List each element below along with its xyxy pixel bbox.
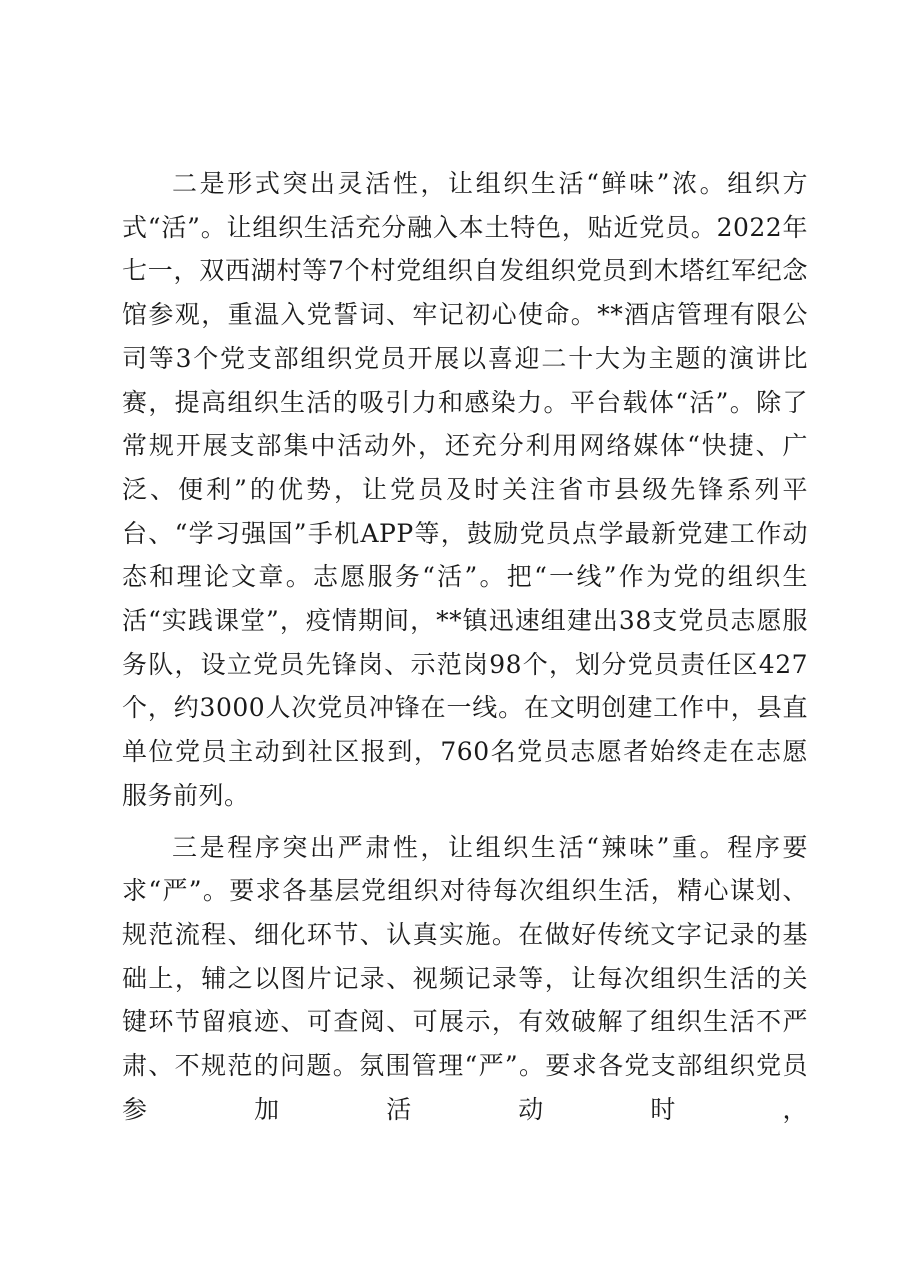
paragraph-flexibility: 二是形式突出灵活性，让组织生活“鲜味”浓。组织方式“活”。让组织生活充分融入本土特色，贴近党员。2022年七一，双西湖村等7个村党组织自发组织党员到木塔红军纪念馆参观，重温入党誓词、牢记初心使命。**酒店管理有限公司等3个党支部组织党员开展以喜迎二十大为主题的演讲比赛，提高组织生活的吸引力和感染力。平台载体“活”。除了常规开展支部集中活动外，还充分利用网络媒体“快捷、广泛、便利”的优势，让党员及时关注省市县级先锋系列平台、“学习强国”手机APP等，鼓励党员点学最新党建工作动态和理论文章。志愿服务“活”。把“一线”作为党的组织生活“实践课堂”，疫情期间，**镇迅速组建出38支党员志愿服务队，设立党员先锋岗、示范岗98个，划分党员责任区427个，约3000人次党员冲锋在一线。在文明创建工作中，县直单位党员主动到社区报到，760名党员志愿者始终走在志愿服务前列。 (122, 169, 808, 810)
paragraph-seriousness: 三是程序突出严肃性，让组织生活“辣味”重。程序要求“严”。要求各基层党组织对待每次组织生活，精心谋划、规范流程、细化环节、认真实施。在做好传统文字记录的基础上，辅之以图片记录、视频记录等，让每次组织生活的关键环节留痕迹、可查阅、可展示，有效破解了组织生活不严肃、不规范的问题。氛围管理“严”。要求各党支部组织党员参加活动时， (122, 832, 808, 1124)
document-body (122, 162, 808, 1139)
